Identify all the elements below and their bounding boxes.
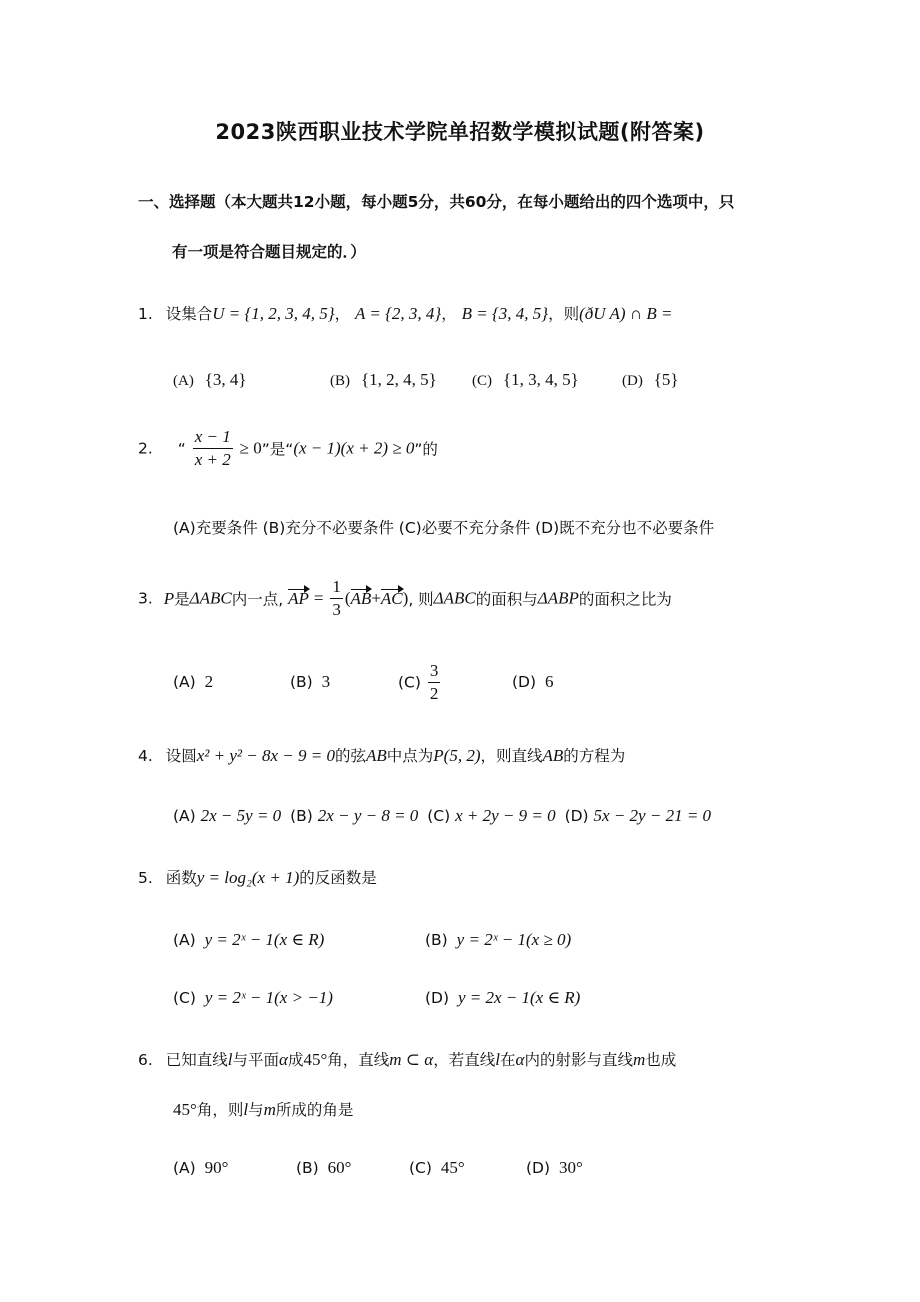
question-number: 2. [138, 439, 153, 458]
option-value: 3 [321, 672, 331, 691]
q5-option-c [173, 988, 333, 1008]
question-number: 3. [138, 589, 153, 608]
question-text: 在 [499, 1051, 516, 1069]
q5-option-d [425, 988, 580, 1008]
question-text: 的面积之比为 [578, 590, 672, 609]
option-value: 90° [204, 1158, 229, 1177]
set-b: B = {3, 4, 5} [461, 304, 549, 323]
option-label: (A) [173, 807, 196, 825]
vector-ap: AP [288, 588, 309, 608]
question-text: 与 [248, 1101, 264, 1119]
question-3: 3. P是ΔABC内一点, AP = $\frac{1}{3}$ (AB+AC), 则ΔABC的面积与ΔABP的面积之比为 [138, 577, 672, 619]
q6-option-c [409, 1158, 465, 1178]
option-value: {1, 2, 4, 5} [360, 370, 437, 389]
q6-option-b [296, 1158, 351, 1178]
option-label: (B) [425, 931, 448, 949]
option-label: (A) [173, 373, 194, 389]
question-text: 的面积与 [475, 590, 538, 609]
q2-options: (A)充要条件 (B)充分不必要条件 (C)必要不充分条件 (D)既不充分也不必要条件 [173, 519, 715, 537]
question-text: 是 [174, 590, 190, 609]
line-m: m [632, 1050, 646, 1069]
q3-option-a [173, 672, 213, 692]
line-l: l [495, 1050, 500, 1069]
option-label: (B) [290, 807, 313, 825]
option-label: (D) [564, 807, 589, 825]
triangle-abc: ΔABC [189, 588, 232, 608]
fraction [330, 576, 343, 621]
circle-equation: x² + y² − 8x − 9 = 0 [196, 746, 335, 765]
fraction-denominator: 2 [429, 684, 439, 703]
question-text: 设集合 [165, 305, 213, 323]
q1-option-c [472, 370, 579, 390]
option-label: (C) [398, 673, 421, 692]
option-value: {5} [653, 370, 679, 389]
set-u: U = {1, 2, 3, 4, 5} [212, 304, 335, 323]
option-label: (D) [622, 373, 643, 389]
question-text: 已知直线 [165, 1051, 228, 1069]
line-m-subset: m ⊂ α [389, 1050, 434, 1069]
question-text: 与平面 [232, 1051, 279, 1069]
plane-alpha: α [279, 1050, 288, 1069]
midpoint: P(5, 2) [433, 746, 481, 765]
plus-sign: + [371, 588, 381, 608]
option-value: y = 2ˣ − 1(x ∈ R) [204, 930, 325, 949]
question-text: 内一点, [231, 590, 284, 609]
line-ab: AB [542, 746, 564, 765]
question-text: 的反函数是 [299, 869, 377, 887]
quote-open: “ [177, 439, 186, 458]
option-value: 5x − 2y − 21 = 0 [593, 806, 712, 825]
plane-alpha: α [515, 1050, 525, 1069]
fraction-numerator: x − 1 [193, 426, 233, 449]
option-label: (B) [290, 673, 313, 691]
option-label: (D) [526, 1159, 551, 1177]
option-value: {1, 3, 4, 5} [502, 370, 579, 389]
option-value: y = 2ˣ − 1(x > −1) [204, 988, 333, 1007]
triangle-abp: ΔABP [537, 588, 579, 608]
question-text: ”的 [414, 440, 438, 459]
vector-ab: AB [350, 588, 372, 608]
question-text: ，则 [548, 305, 580, 323]
q3-option-c [398, 660, 442, 705]
q1-option-b [330, 370, 437, 390]
option-value: 2x − y − 8 = 0 [317, 806, 419, 825]
option-value: 30° [558, 1158, 583, 1177]
question-text: 所成的角是 [275, 1101, 354, 1119]
vector-ac: AC [380, 588, 403, 608]
option-label: (B) [296, 1159, 319, 1177]
fraction-numerator: 3 [428, 660, 441, 683]
option-label: (A) [173, 1159, 196, 1177]
question-text: 设圆 [165, 747, 197, 765]
question-number: 5. [138, 869, 153, 887]
q6-option-d [526, 1158, 583, 1178]
option-value: x + 2y − 9 = 0 [455, 806, 556, 825]
option-value: 45° [440, 1158, 465, 1177]
option-label: (C) [409, 1159, 432, 1177]
option-label: (B) [330, 373, 350, 389]
product-expression: (x − 1)(x + 2) ≥ 0 [293, 438, 415, 458]
triangle-abc: ΔABC [433, 588, 476, 608]
question-5 [138, 866, 377, 888]
question-text: 的方程为 [563, 747, 626, 765]
question-4 [138, 744, 625, 766]
set-a: A = {2, 3, 4} [355, 304, 442, 323]
point-p: P [163, 588, 175, 608]
inequality: ≥ 0 [239, 438, 262, 458]
set-expression: (ðU A) ∩ B = [579, 304, 673, 323]
option-value: {3, 4} [204, 370, 247, 389]
page-title: 2023陕西职业技术学院单招数学模拟试题(附答案) [215, 120, 705, 144]
angle-value: 45° [303, 1050, 328, 1069]
option-value: 6 [544, 672, 554, 691]
q4-options [173, 806, 711, 826]
option-label: (C) [427, 807, 451, 825]
question-6 [138, 1048, 676, 1070]
option-value: 60° [327, 1158, 352, 1177]
line-l: l [243, 1100, 249, 1119]
option-value: y = 2ˣ − 1(x ≥ 0) [456, 930, 572, 949]
question-number: 6. [138, 1051, 153, 1069]
question-text: 角，则 [196, 1101, 244, 1119]
question-number: 4. [138, 747, 153, 765]
option-value: 2 [204, 672, 214, 691]
question-text: 成 [287, 1051, 304, 1069]
question-text: ”是“ [261, 440, 294, 459]
q1-option-a [173, 370, 247, 390]
option-label: (D) [425, 989, 450, 1007]
fraction-denominator: 3 [332, 600, 341, 619]
option-label: (D) [512, 673, 537, 691]
fraction-denominator: x + 2 [194, 450, 231, 469]
question-text: ，若直线 [433, 1051, 496, 1069]
q3-option-b [290, 672, 330, 692]
question-6-line2 [173, 1098, 353, 1120]
question-1: 1. 设集合U = {1, 2, 3, 4, 5}， A = {2, 3, 4}， B = {3, 4, 5}，则(ðU A) ∩ B = [138, 304, 673, 323]
fraction-numerator: 1 [330, 576, 343, 599]
question-text: ，则直线 [480, 747, 543, 765]
option-label: (A) [173, 931, 196, 949]
equals-sign: = [313, 588, 324, 608]
option-label: (C) [173, 989, 196, 1007]
option-label: (C) [472, 373, 492, 389]
question-text: , 则 [408, 590, 434, 609]
question-text: 也成 [645, 1051, 677, 1069]
option-value: 2x − 5y = 0 [200, 806, 282, 825]
line-m: m [263, 1100, 276, 1119]
section-heading-line2: 有一项是符合题目规定的．） [172, 243, 366, 261]
question-text: 中点为 [386, 747, 434, 765]
option-value: y = 2x − 1(x ∈ R) [457, 988, 581, 1007]
question-text: 函数 [165, 869, 197, 887]
question-2 [138, 426, 438, 471]
fraction [193, 426, 233, 471]
fraction [428, 660, 441, 705]
line-l: l [227, 1050, 233, 1069]
angle-value: 45° [173, 1100, 197, 1119]
q5-option-b [425, 930, 571, 950]
question-text: 的弦 [334, 747, 366, 765]
question-text: 角，直线 [327, 1051, 390, 1069]
log-function: y = log₂(x + 1) [196, 868, 300, 887]
q5-option-a [173, 930, 324, 950]
q6-option-a [173, 1158, 228, 1178]
question-text: 内的射影与直线 [524, 1051, 633, 1069]
question-number: 1. [138, 305, 153, 323]
q3-option-d [512, 672, 553, 692]
option-label: (A) [173, 673, 196, 691]
chord-ab: AB [365, 746, 387, 765]
section-heading-line1: 一、选择题（本大题共12小题，每小题5分，共60分，在每小题给出的四个选项中，只 [138, 193, 735, 211]
q1-option-d [622, 370, 679, 390]
